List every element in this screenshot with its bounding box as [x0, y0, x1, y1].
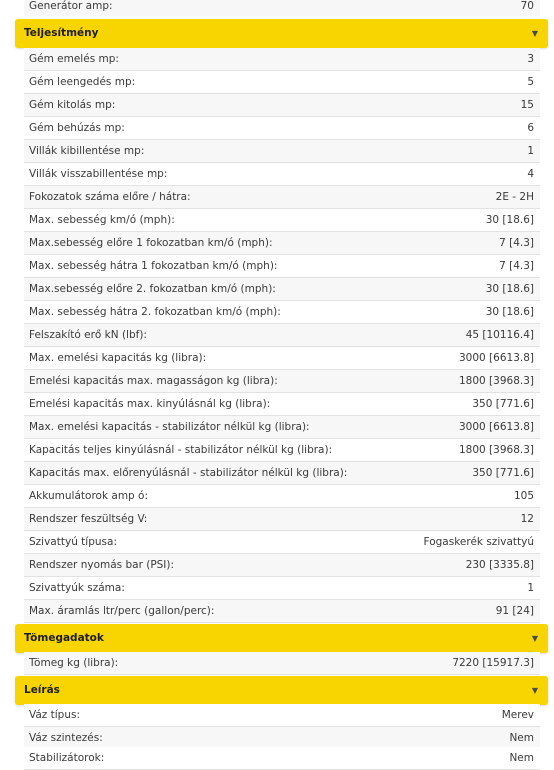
spec-row-generator-amp: [24, 0, 540, 16]
spec-value: 7 [4.3]: [499, 237, 534, 249]
spec-label: Szivattyú típusa:: [29, 536, 117, 548]
spec-value: 7 [4.3]: [499, 260, 534, 272]
spec-value: 15: [520, 99, 534, 111]
spec-label: Max.sebesség előre 2. fokozatban km/ó (mph):: [29, 283, 276, 295]
spec-row: [24, 117, 540, 140]
section-title: Leírás: [24, 684, 60, 696]
spec-label: Max. emelési kapacitás - stabilizátor nélkül kg (libra):: [29, 421, 310, 433]
section-title: Tömegadatok: [24, 632, 104, 644]
spec-label: Tömeg kg (libra):: [29, 657, 119, 669]
spec-value: 3000 [6613.8]: [459, 421, 534, 433]
spec-row: [24, 209, 540, 232]
spec-label: Villák kibillentése mp:: [29, 145, 145, 157]
spec-value: 1800 [3968.3]: [459, 375, 534, 387]
spec-row: [24, 485, 540, 508]
section-header-teljesitmeny[interactable]: [15, 19, 548, 48]
spec-value: Nem: [509, 732, 534, 744]
spec-row: [24, 324, 540, 347]
spec-label: Rendszer nyomás bar (PSI):: [29, 559, 175, 571]
spec-value: 4: [527, 168, 534, 180]
spec-label: Szivattyúk száma:: [29, 582, 125, 594]
spec-row: [24, 508, 540, 531]
spec-value: 3: [527, 53, 534, 65]
spec-row: [24, 48, 540, 71]
spec-row: [24, 554, 540, 577]
spec-value: 91 [24]: [495, 605, 534, 617]
spec-value: 12: [520, 513, 534, 525]
spec-value: 3000 [6613.8]: [459, 352, 534, 364]
spec-row: [24, 301, 540, 324]
spec-label: Kapacitás teljes kinyúlásnál - stabilizátor nélkül kg (libra):: [29, 444, 333, 456]
spec-value: Fogaskerék szivattyú: [423, 536, 534, 548]
chevron-down-icon: ▼: [531, 634, 538, 643]
spec-row: [24, 393, 540, 416]
section-header-tomegadatok[interactable]: [15, 624, 548, 653]
spec-label: Gém behúzás mp:: [29, 122, 125, 134]
spec-value: 350 [771.6]: [472, 467, 534, 479]
spec-value: 350 [771.6]: [472, 398, 534, 410]
spec-value: Nem: [509, 752, 534, 764]
spec-row: [24, 531, 540, 554]
spec-value: 105: [513, 490, 534, 502]
spec-row: [24, 71, 540, 94]
spec-value: 230 [3335.8]: [465, 559, 534, 571]
spec-label: Generátor amp:: [29, 0, 113, 12]
spec-label: Akkumulátorok amp ó:: [29, 490, 149, 502]
spec-row: [24, 255, 540, 278]
spec-row: [24, 94, 540, 117]
spec-value: 6: [527, 122, 534, 134]
spec-label: Max. sebesség hátra 2. fokozatban km/ó (mph):: [29, 306, 281, 318]
spec-row: [24, 416, 540, 439]
spec-label: Emelési kapacitás max. magasságon kg (libra):: [29, 375, 278, 387]
spec-value: 1: [527, 145, 534, 157]
spec-value: Merev: [501, 709, 534, 721]
spec-value: 2E - 2H: [495, 191, 534, 203]
spec-value: 30 [18.6]: [485, 306, 534, 318]
spec-label: Kapacitás max. előrenyúlásnál - stabilizátor nélkül kg (libra):: [29, 467, 348, 479]
spec-row: [24, 140, 540, 163]
spec-value: 70: [520, 0, 534, 12]
spec-row: [24, 600, 540, 623]
spec-label: Max. sebesség km/ó (mph):: [29, 214, 175, 226]
chevron-down-icon: ▼: [531, 686, 538, 695]
chevron-down-icon: ▼: [531, 29, 538, 38]
spec-value: 7220 [15917.3]: [452, 657, 534, 669]
spec-label: Max. sebesség hátra 1 fokozatban km/ó (mph):: [29, 260, 278, 272]
spec-row: [24, 186, 540, 209]
spec-row: [24, 462, 540, 485]
spec-label: Gém kitolás mp:: [29, 99, 116, 111]
spec-label: Váz szintezés:: [29, 732, 103, 744]
spec-label: Gém leengedés mp:: [29, 76, 136, 88]
spec-value: 1: [527, 582, 534, 594]
spec-row: [24, 439, 540, 462]
spec-row: [24, 163, 540, 186]
spec-row: [24, 747, 540, 770]
spec-value: 30 [18.6]: [485, 214, 534, 226]
spec-label: Villák visszabillentése mp:: [29, 168, 168, 180]
spec-label: Felszakító erő kN (lbf):: [29, 329, 147, 341]
spec-label: Váz típus:: [29, 709, 81, 721]
spec-label: Max. áramlás ltr/perc (gallon/perc):: [29, 605, 215, 617]
spec-row: [24, 652, 540, 675]
spec-value: 1800 [3968.3]: [459, 444, 534, 456]
spec-row: [24, 370, 540, 393]
spec-row: [24, 278, 540, 301]
spec-row: [24, 577, 540, 600]
spec-row: [24, 347, 540, 370]
spec-value: 30 [18.6]: [485, 283, 534, 295]
spec-value: 45 [10116.4]: [465, 329, 534, 341]
spec-value: 5: [527, 76, 534, 88]
spec-label: Emelési kapacitás max. kinyúlásnál kg (libra):: [29, 398, 271, 410]
section-title: Teljesítmény: [24, 27, 99, 39]
spec-label: Fokozatok száma előre / hátra:: [29, 191, 191, 203]
spec-label: Stabilizátorok:: [29, 752, 105, 764]
spec-label: Max.sebesség előre 1 fokozatban km/ó (mph):: [29, 237, 273, 249]
spec-label: Rendszer feszültség V:: [29, 513, 148, 525]
spec-label: Gém emelés mp:: [29, 53, 119, 65]
spec-label: Max. emelési kapacitás kg (libra):: [29, 352, 207, 364]
spec-row: [24, 704, 540, 727]
spec-row: [24, 232, 540, 255]
section-header-leiras[interactable]: [15, 676, 548, 705]
